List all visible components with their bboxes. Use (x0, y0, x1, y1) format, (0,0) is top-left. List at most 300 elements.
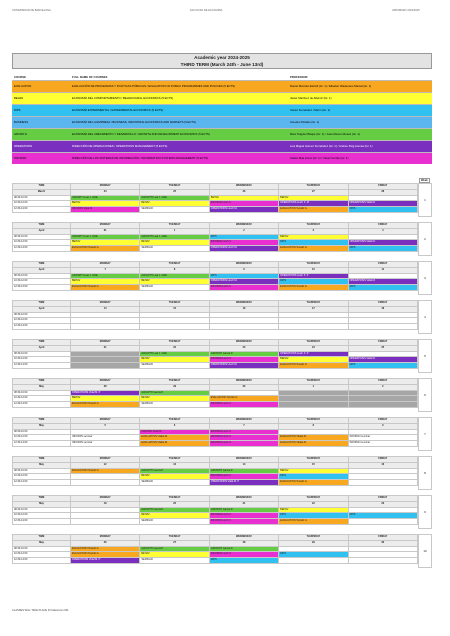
course-prof: Xavier Fernández i Marín (Gr. 1) (288, 104, 432, 116)
day-name: THURSDAY (279, 457, 348, 463)
course-code: GROWTH (12, 128, 70, 140)
day-name: MONDAY (71, 301, 140, 307)
class-cell: GROWTH Garcia P. (209, 351, 278, 357)
class-cell: OPERATIONS Vidal M. P (71, 558, 140, 564)
class-cell (71, 363, 140, 369)
day-name: WEDNESDAY (209, 418, 278, 424)
course-prof: Marc Teignier Baqué (Gr. 1) / Joan Ramon Rosés (Gr. 1) (288, 128, 432, 140)
weekly-schedule (12, 183, 432, 573)
class-cell: EVALUATION Vilalta M. (279, 441, 348, 447)
time-slot: 12:30-14:00 (13, 246, 71, 252)
date-cell: 30 (209, 384, 278, 390)
class-cell: BEHAV (71, 279, 140, 285)
day-name: TUESDAY (140, 535, 209, 541)
day-name: FRIDAY (348, 379, 417, 385)
class-cell: GROWTH Leal J. GRE (140, 195, 209, 201)
date-cell: 21 (209, 501, 278, 507)
date-cell: 5 (71, 423, 140, 429)
class-cell: BEHAV (279, 468, 348, 474)
week-number: 9 (418, 495, 432, 529)
date-cell: 12 (71, 462, 140, 468)
time-slot: 10:30-12:00 (13, 240, 71, 246)
day-name: MONDAY (71, 379, 140, 385)
class-cell: GROWTH Leal J. GRE (140, 273, 209, 279)
class-cell: INFOPAN Lluch X. (209, 357, 278, 363)
course-prof: Carles Mas Lloret (Gr. 1) / Xavier Ferràs (Gr. 1) (288, 152, 432, 164)
day-name: TUESDAY (140, 262, 209, 268)
time-slot-row (13, 435, 418, 441)
class-cell: INFOPAN Lluch X. (209, 402, 278, 408)
class-cell: EVALUATION Teixidó G. (279, 519, 348, 525)
week-block (12, 300, 432, 339)
class-cell (71, 480, 140, 486)
class-cell: GROWTH Garcia P. (209, 507, 278, 513)
class-cell (279, 402, 348, 408)
time-slot-row (13, 324, 418, 330)
day-name: FRIDAY (348, 301, 417, 307)
class-cell: EVALUATION Vilalta M. (140, 441, 209, 447)
time-slot: 08:30-10:00 (13, 351, 71, 357)
date-cell: 21 (71, 345, 140, 351)
day-name: THURSDAY (279, 262, 348, 268)
month-label: May (13, 501, 71, 507)
date-cell: 13 (140, 462, 209, 468)
class-cell: EVALUATION Teixidó G. (71, 546, 140, 552)
date-cell: 9 (348, 423, 417, 429)
day-name: WEDNESDAY (209, 457, 278, 463)
class-cell: INFOPAN Lluch X. (209, 285, 278, 291)
time-slot: 12:30-14:00 (13, 519, 71, 525)
time-slot: 10:30-12:00 (13, 357, 71, 363)
date-cell: 31 (71, 228, 140, 234)
class-cell: BEHAV (279, 357, 348, 363)
course-code-header: COURSE (14, 75, 26, 80)
class-cell: BEHAV (279, 195, 348, 201)
day-name: MONDAY (71, 457, 140, 463)
course-row (12, 128, 432, 140)
date-cell: 7 (209, 423, 278, 429)
day-name: MONDAY (71, 184, 140, 190)
course-full: ECONOMÍA DEL CRECIMIENTO Y DESARROLLO / GROWTH AND DEVELOPMENT ECONOMICS (5 ECTS) (70, 128, 288, 140)
class-cell: SEMINAR (140, 558, 209, 564)
class-cell (348, 480, 417, 486)
course-code: INFOPAN (12, 152, 70, 164)
day-name: THURSDAY (279, 535, 348, 541)
course-legend-table (12, 75, 432, 164)
date-cell: 7 (71, 267, 140, 273)
time-slot: 08:30-10:00 (13, 546, 71, 552)
time-slot: 08:30-10:00 (13, 312, 71, 318)
week-number: 1 (418, 183, 432, 217)
class-cell: SEMINAR (140, 402, 209, 408)
course-prof: Luis Miguel Gómez Fernández (Gr. 1) / Andreu Puig Arenas (Gr. 1) (288, 140, 432, 152)
time-slot-row (13, 480, 418, 486)
course-row (12, 92, 432, 104)
class-cell: EVALUATION Vilalta M. (279, 435, 348, 441)
date-cell: 29 (140, 384, 209, 390)
time-slot: 12:30-14:00 (13, 207, 71, 213)
class-cell: BEHAV (279, 234, 348, 240)
day-name: FRIDAY (348, 340, 417, 346)
day-name: TUESDAY (140, 184, 209, 190)
time-slot-row (13, 519, 418, 525)
week-block (12, 495, 432, 534)
header-right: APROBADO 2024/2025 (392, 9, 420, 12)
time-header: TIME (13, 262, 71, 268)
date-cell: 2 (348, 384, 417, 390)
course-code: EVALUATION (12, 80, 70, 92)
month-label: April (13, 345, 71, 351)
class-cell: SEMINAR (140, 285, 209, 291)
course-full: EVALUACIÓN DE PROGRAMAS Y POLÍTICAS PÚBLICAS / EVALUATION OF PUBLIC PROGRAMMES AND POLICIES (5 ECTS) (70, 80, 288, 92)
week-table (12, 378, 418, 408)
week-table (12, 534, 418, 564)
day-name: MONDAY (71, 418, 140, 424)
course-code: BEHAV (12, 92, 70, 104)
date-cell: 17 (279, 306, 348, 312)
class-cell: DIPS (279, 279, 348, 285)
week-column-label: Week (421, 179, 428, 182)
time-slot-row (13, 441, 418, 447)
time-header: TIME (13, 496, 71, 502)
class-cell: EVALUATION Teixidó G. (71, 402, 140, 408)
time-slot: 10:30-12:00 (13, 318, 71, 324)
day-name: WEDNESDAY (209, 223, 278, 229)
class-cell: SEMINAR (140, 246, 209, 252)
time-slot-row (13, 279, 418, 285)
day-name: TUESDAY (140, 301, 209, 307)
time-slot-row (13, 402, 418, 408)
class-cell: EVALUATION Teixidó G. (71, 468, 140, 474)
date-cell: 22 (140, 345, 209, 351)
class-cell: OPERATIONS Vidal M. (348, 279, 417, 285)
footer-note: CLASSES WILL TAKE PLACE IN Classroom 001 (12, 609, 69, 612)
header-left: UNIVERSIDAD DE BARCELONA (12, 9, 51, 12)
course-code: DIPS (12, 104, 70, 116)
time-slot: 12:30-14:00 (13, 363, 71, 369)
class-cell: DIPS (348, 513, 417, 519)
month-label: April (13, 228, 71, 234)
class-cell: INFOPAN Lluch X. (209, 552, 278, 558)
class-cell: INFOPAN seminar (71, 435, 140, 441)
class-cell: INFOPAN Lluch X. (209, 513, 278, 519)
date-cell: 20 (140, 501, 209, 507)
week-table (12, 261, 418, 291)
week-table (12, 456, 418, 486)
month-label: April (13, 267, 71, 273)
date-cell: 28 (209, 540, 278, 546)
class-cell (140, 324, 209, 330)
time-slot: 10:30-12:00 (13, 435, 71, 441)
class-cell (348, 558, 417, 564)
class-cell: GROWTH Leal J. GRE (71, 195, 140, 201)
course-code: BUSINESS (12, 116, 70, 128)
day-name: TUESDAY (140, 379, 209, 385)
time-slot: 10:30-12:00 (13, 396, 71, 402)
course-prof: Amedeo Piolatto (Gr. 1) (288, 116, 432, 128)
date-cell: 14 (71, 306, 140, 312)
class-cell: OPERATIONS Vidal M. (348, 357, 417, 363)
class-cell: BEHAV (71, 201, 140, 207)
class-cell: INFOPAN Vidal M. (71, 207, 140, 213)
course-row (12, 80, 432, 92)
class-cell: GROWTH Garcia P. (140, 507, 209, 513)
time-slot: 10:30-12:00 (13, 201, 71, 207)
class-cell: GROWTH Leal J. GRE (71, 273, 140, 279)
time-slot-row (13, 246, 418, 252)
class-cell: EVALUATION Teixidó G. (71, 246, 140, 252)
class-cell: BEHAV (140, 279, 209, 285)
class-cell (279, 324, 348, 330)
date-cell: 10 (279, 267, 348, 273)
class-cell (71, 324, 140, 330)
day-name: WEDNESDAY (209, 535, 278, 541)
class-cell (279, 558, 348, 564)
time-slot: 10:30-12:00 (13, 279, 71, 285)
class-cell: INFOPAN Lluch X. (209, 441, 278, 447)
day-name: WEDNESDAY (209, 340, 278, 346)
course-full: ECONOMÍA DE LA EMPRESA / BUSINESS, INDUSTRIAL ECONOMICS AND MARKETS (5 ECTS) (70, 116, 288, 128)
course-full: ECONOMÍA EXPERIMENTAL / EXPERIMENTAL ECONOMICS (5 ECTS) (70, 104, 288, 116)
date-cell: 1 (279, 384, 348, 390)
page-header (0, 9, 450, 15)
class-cell: OPERATIONS Lluch X. P (279, 351, 348, 357)
class-cell: DIPS (348, 285, 417, 291)
class-cell: INFOPAN Vidal M. (140, 429, 209, 435)
time-slot: 10:30-12:00 (13, 552, 71, 558)
time-slot: 08:30-10:00 (13, 390, 71, 396)
day-name: TUESDAY (140, 457, 209, 463)
day-name: MONDAY (71, 223, 140, 229)
date-cell: 19 (71, 501, 140, 507)
academic-year: Academic year 2024-2025 (194, 55, 250, 60)
class-cell: OPERATIONS Lluch X. M (279, 201, 348, 207)
time-slot: 12:30-14:00 (13, 480, 71, 486)
day-name: MONDAY (71, 535, 140, 541)
date-cell: 8 (279, 423, 348, 429)
week-number: 3 (418, 261, 432, 295)
date-cell: 6 (140, 423, 209, 429)
week-block (12, 183, 432, 222)
class-cell: GROWTH Leal J. GRE (140, 351, 209, 357)
date-cell: 8 (140, 267, 209, 273)
class-cell: OPERATIONS Vidal M. (348, 240, 417, 246)
time-slot: 12:30-14:00 (13, 324, 71, 330)
day-name: FRIDAY (348, 418, 417, 424)
week-table (12, 495, 418, 525)
class-cell: OPERATIONS Lluch M. (209, 363, 278, 369)
day-name: FRIDAY (348, 457, 417, 463)
day-name: THURSDAY (279, 184, 348, 190)
class-cell: EVALUATION Teixidó G. (71, 552, 140, 558)
class-cell: INFOPAN Lluch X. (209, 429, 278, 435)
week-number: 2 (418, 222, 432, 256)
week-table (12, 222, 418, 252)
class-cell: EVALUATION Teixidó G. (279, 207, 348, 213)
time-slot-row (13, 240, 418, 246)
date-cell: 15 (140, 306, 209, 312)
class-cell: DIPS (279, 240, 348, 246)
time-slot-row (13, 201, 418, 207)
month-label: May (13, 423, 71, 429)
week-number: 8 (418, 456, 432, 490)
time-slot-row (13, 558, 418, 564)
time-slot-row (13, 207, 418, 213)
date-cell: 24 (71, 189, 140, 195)
time-slot: 12:30-14:00 (13, 441, 71, 447)
day-name: FRIDAY (348, 496, 417, 502)
date-cell: 3 (279, 228, 348, 234)
week-block (12, 534, 432, 573)
week-number: 7 (418, 417, 432, 451)
week-block (12, 222, 432, 261)
class-cell: SEMINAR (140, 519, 209, 525)
week-table (12, 339, 418, 369)
date-cell: 2 (209, 228, 278, 234)
time-header: TIME (13, 457, 71, 463)
time-header: TIME (13, 418, 71, 424)
course-name-header: FULL NAME OF COURSES (72, 75, 108, 80)
day-name: THURSDAY (279, 223, 348, 229)
week-table (12, 183, 418, 213)
class-cell: EVALUATION Teixidó G. (279, 363, 348, 369)
course-row (12, 140, 432, 152)
day-name: THURSDAY (279, 340, 348, 346)
date-cell: 4 (348, 228, 417, 234)
class-cell: GROWTH Leal J. GRE (140, 234, 209, 240)
day-name: WEDNESDAY (209, 262, 278, 268)
class-cell: DIPS (209, 273, 278, 279)
day-name: THURSDAY (279, 496, 348, 502)
class-cell: EVALUATION Vilalta M. (140, 435, 209, 441)
class-cell: BEHAV (140, 201, 209, 207)
class-cell: INFOPAN seminar (348, 435, 417, 441)
class-cell: GROWTH Garcia P. (140, 468, 209, 474)
course-prof: Javier Martínez de Albéniz (Gr. 1) (288, 92, 432, 104)
time-slot-row (13, 363, 418, 369)
class-cell: EVALUATION Teixidó G. (279, 246, 348, 252)
class-cell: BEHAV (140, 240, 209, 246)
date-cell: 1 (140, 228, 209, 234)
week-block (12, 261, 432, 300)
day-name: WEDNESDAY (209, 379, 278, 385)
week-block (12, 417, 432, 456)
day-name: TUESDAY (140, 340, 209, 346)
time-header: TIME (13, 184, 71, 190)
day-name: WEDNESDAY (209, 301, 278, 307)
course-code: OPERATIONS (12, 140, 70, 152)
class-cell: BEHAV (140, 357, 209, 363)
course-full: DIRECCIÓN DE LOS SISTEMAS DE INFORMACIÓN / INFORMATION SYSTEMS MANAGEMENT (5 ECTS) (70, 152, 288, 164)
day-name: FRIDAY (348, 184, 417, 190)
header-center: FACULTAD DE ECONOMIA (190, 9, 223, 12)
class-cell: INFOPAN Lluch X. (209, 519, 278, 525)
month-label: March (13, 189, 71, 195)
time-slot-row (13, 285, 418, 291)
date-cell: 15 (279, 462, 348, 468)
day-name: MONDAY (71, 496, 140, 502)
class-cell: EVALUATION Teixidó G. (209, 396, 278, 402)
class-cell: BEHAV (71, 396, 140, 402)
time-header: TIME (13, 223, 71, 229)
time-slot: 08:30-10:00 (13, 429, 71, 435)
date-cell: 22 (279, 501, 348, 507)
date-cell: 11 (348, 267, 417, 273)
class-cell: INFOPAN Lluch X. (209, 201, 278, 207)
class-cell: GROWTH Garcia P. (140, 390, 209, 396)
time-slot: 12:30-14:00 (13, 558, 71, 564)
date-cell: 26 (71, 540, 140, 546)
week-table (12, 300, 418, 330)
class-cell: DIPS (279, 552, 348, 558)
date-cell: 30 (348, 540, 417, 546)
time-slot: 10:30-12:00 (13, 474, 71, 480)
date-cell: 9 (209, 267, 278, 273)
date-cell: 16 (209, 306, 278, 312)
date-cell: 25 (348, 345, 417, 351)
day-name: THURSDAY (279, 418, 348, 424)
day-name: MONDAY (71, 340, 140, 346)
class-cell: INFOPAN Lluch X. (209, 435, 278, 441)
class-cell (209, 324, 278, 330)
week-number: 10 (418, 534, 432, 568)
time-slot: 12:30-14:00 (13, 285, 71, 291)
time-header: TIME (13, 340, 71, 346)
day-name: FRIDAY (348, 262, 417, 268)
class-cell (71, 519, 140, 525)
date-cell: 26 (209, 189, 278, 195)
course-prof: Daniel Montolio Estivill (Gr. 1) / Elisabet Viladecans Marsal (Gr. 1) (288, 80, 432, 92)
class-cell: GROWTH Garcia P. (209, 546, 278, 552)
date-cell: 14 (209, 462, 278, 468)
time-slot: 08:30-10:00 (13, 234, 71, 240)
time-slot: 08:30-10:00 (13, 468, 71, 474)
class-cell: BEHAV (209, 195, 278, 201)
term-title-box (12, 53, 432, 69)
month-label: May (13, 540, 71, 546)
date-cell: 16 (348, 462, 417, 468)
class-cell: BEHAV (279, 507, 348, 513)
class-cell: INFOPAN seminar (71, 441, 140, 447)
time-slot: 10:30-12:00 (13, 513, 71, 519)
date-cell: 28 (348, 189, 417, 195)
term-dates: THIRD TERM (March 24th - June 13rd) (180, 62, 264, 67)
class-cell: DIPS (209, 234, 278, 240)
day-name: TUESDAY (140, 223, 209, 229)
month-label: May (13, 462, 71, 468)
class-cell: OPERATIONS Lluch X. P (279, 273, 348, 279)
class-cell: SEMINAR (140, 480, 209, 486)
date-cell: 23 (209, 345, 278, 351)
time-header: TIME (13, 301, 71, 307)
class-cell: OPERATIONS Vidal M. P (209, 480, 278, 486)
class-cell: INFOPAN Lluch X. (209, 240, 278, 246)
class-cell: GROWTH Leal J. GRE (71, 234, 140, 240)
time-slot: 08:30-10:00 (13, 195, 71, 201)
date-cell: 18 (348, 306, 417, 312)
date-cell: 24 (279, 345, 348, 351)
week-number: 5 (418, 339, 432, 373)
class-cell: INFOPAN Lluch X. (209, 474, 278, 480)
day-name: FRIDAY (348, 223, 417, 229)
class-cell: DIPS (348, 363, 417, 369)
course-row (12, 116, 432, 128)
class-cell: GROWTH Garcia P. (140, 546, 209, 552)
day-name: FRIDAY (348, 535, 417, 541)
week-block (12, 456, 432, 495)
course-row (12, 104, 432, 116)
day-name: THURSDAY (279, 379, 348, 385)
